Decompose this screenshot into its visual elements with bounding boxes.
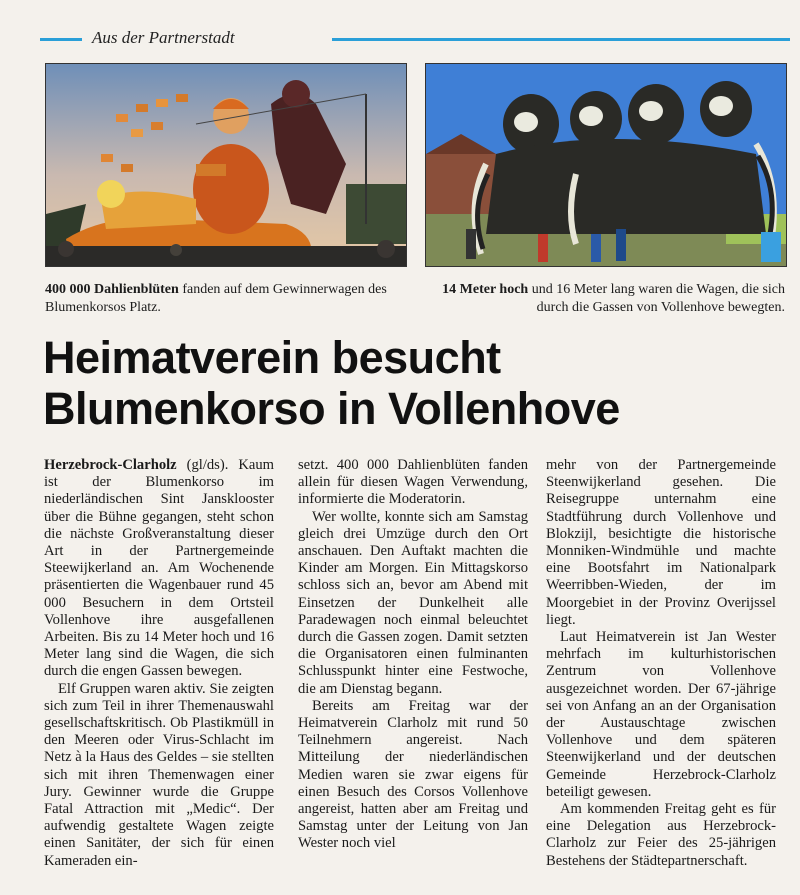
article-column-3 — [546, 457, 776, 870]
article-column-2 — [298, 457, 528, 853]
photo-caption-2 — [425, 281, 785, 317]
lemur-float-photo — [425, 63, 787, 267]
kicker-label: Aus der Partnerstadt — [92, 28, 235, 47]
article-paragraph: Elf Gruppen waren aktiv. Sie zeigten sich zum Teil in ihrer Themenauswahl gesellschaftskritisch. Ob Plastikmüll in den Meeren oder Virus-Schlacht im Netz à la Haus des Geldes – sie stellten sich mit ihren Themenwagen einer Jury. Gewinner wurde die Gruppe Fatal Attraction mit „Medic“. Der aufwendig gestaltete Wagen zeigte einen Sanitäter, der sich für einen Kameraden ein- — [44, 680, 274, 869]
kicker-rule-right — [332, 38, 790, 41]
caption-2-bold: 14 Meter hoch — [442, 282, 529, 297]
caption-1-bold: 400 000 Dahlienblüten — [45, 282, 179, 297]
article-paragraph — [44, 457, 274, 681]
caption-1-text: fanden auf dem Gewinnerwagen des Blumenkorsos Platz. — [45, 282, 387, 315]
article-paragraph-text: Kaum ist der Blumenkorso im niederländischen Sint Jansklooster über die Bühne gegangen, steht schon die nächste Großveranstaltung dieser Art in der Partnergemeinde Steewijkerland an. Am Wochenende präsentierten die Wagenbauer rund 45 000 Besuchern in dem Ortsteil Vollenhove ihre ausgefallenen Arbeiten. Bis zu 14 Meter hoch und 16 Meter lang sind die Wagen, die sich durch die engen Gassen bewegen. — [44, 457, 274, 680]
caption-2-text: und 16 Meter lang waren die Wagen, die sich durch die Gassen von Vollenhove bewegten. — [528, 282, 785, 315]
article-paragraph: setzt. 400 000 Dahlienblüten fanden allein für diesen Wagen Verwendung, informierte die Moderatorin. — [298, 457, 528, 508]
kicker-rule-left — [40, 38, 82, 41]
article-column-1 — [44, 457, 274, 870]
article-dateline: Herzebrock-Clarholz — [44, 457, 177, 473]
article-headline: Heimatverein besucht Blumenkorso in Vollenhove — [43, 332, 620, 434]
article-paragraph: mehr von der Partnergemeinde Steenwijkerland gesehen. Die Reisegruppe unternahm eine Stadtführung durch Vollenhove und Blokzijl, besichtigte die historische Monniken-Windmühle und machte eine Bootsfahrt im Nationalpark Weerribben-Wieden, der im Moorgebiet in der Provinz Overijssel liegt. — [546, 457, 776, 628]
article-source: (gl/ds). — [176, 457, 229, 473]
article-paragraph: Bereits am Freitag war der Heimatverein Clarholz mit rund 50 Teilnehmern angereist. Nach Mitteilung der niederländischen Medien waren sie zwar eigens für einen Besuch des Corsos Vollenhove angereist, hatten aber am Freitag und Samstag unter der Leitung von Jan Wester noch viel — [298, 697, 528, 852]
article-paragraph: Laut Heimatverein ist Jan Wester mehrfach im kulturhistorischen Zentrum von Vollenhove ausgezeichnet worden. Der 67-jährige sei von Anfang an an der Organisation der Austauschtage zwischen Vollenhove und dem späteren Steenwijkerland und der deutschen Gemeinde Herzebrock-Clarholz beteiligt gewesen. — [546, 629, 776, 800]
flower-float-photo — [45, 63, 407, 267]
article-paragraph: Wer wollte, konnte sich am Samstag gleich drei Umzüge durch den Ort anschauen. Den Auftakt machten die Kinder am Morgen. Ein Mittagskorso schloss sich an, bevor am Abend mit Einsetzen der Dunkelheit alle Paradewagen noch einmal beleuchtet durch die Gassen zogen. Damit setzten die Organisatoren einen fulminanten Schlusspunkt hinter eine Festwoche, die am Dienstag begann. — [298, 508, 528, 697]
article-paragraph: Am kommenden Freitag geht es für eine Delegation aus Herzebrock-Clarholz zur Feier des 25-jährigen Bestehens der Städtepartnerschaft. — [546, 801, 776, 869]
photo-caption-1 — [45, 281, 407, 317]
section-kicker — [40, 28, 790, 50]
